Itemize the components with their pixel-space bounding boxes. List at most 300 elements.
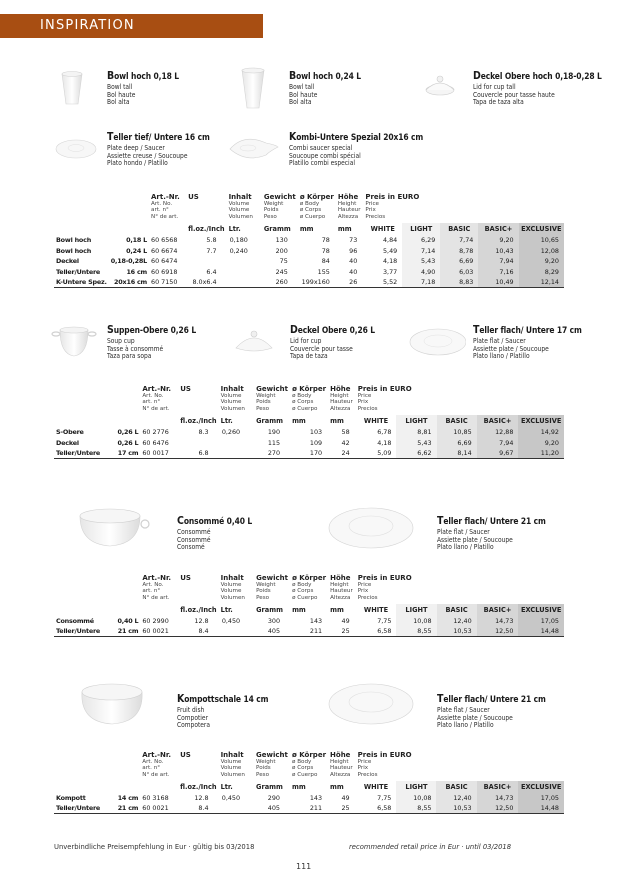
row-price-light: 10,08 [396, 793, 436, 804]
header-weight-title: Gewicht [263, 193, 296, 201]
header-price-sub: Price [357, 759, 372, 765]
unit-volume: Ltr. [220, 782, 233, 791]
tall-cup-icon [54, 66, 114, 112]
row-size: 0,26 L [117, 438, 139, 447]
header-price-title: Preis in EURO [357, 751, 412, 759]
row-price-basic: 7,74 [440, 235, 478, 246]
row-weight: 115 [267, 438, 281, 447]
unit-exclusive: EXCLUSIVE [518, 415, 564, 427]
header-spacer [106, 751, 140, 781]
header-body [290, 385, 328, 415]
row-weight: 245 [275, 267, 288, 276]
row-price-basic_plus: 12,88 [477, 427, 519, 438]
header-volume [227, 193, 262, 223]
unit-basic_plus: BASIC+ [477, 781, 519, 793]
row-price-basic: 6,03 [440, 266, 478, 277]
header-price-sub: Prix [365, 207, 376, 214]
table-row [54, 616, 564, 627]
header-weight-sub: Weight [263, 201, 284, 207]
header-height-title: Höhe [330, 751, 351, 759]
header-us [178, 574, 218, 604]
header-body-sub: ø Cuerpo [299, 213, 326, 220]
row-price-basic: 10,85 [437, 427, 477, 438]
row-price-white: 7,75 [356, 616, 397, 627]
unit-body: mm [299, 224, 314, 233]
unit-us: fl.oz./Inch [180, 782, 217, 791]
unit-body: mm [292, 782, 306, 791]
row-body: 211 [290, 626, 328, 637]
row-price-basic_plus: 10,49 [478, 277, 518, 288]
header-spacer [106, 574, 140, 604]
product-plate-flat-21-b: Teller flach/ Untere 21 cm Plate flat / Saucer Assiette plate / Soucoupe Plato llano / Platillo [326, 674, 586, 734]
row-weight: 290 [267, 794, 280, 803]
row-volume [219, 803, 254, 814]
header-height [328, 574, 356, 604]
page-number: 111 [296, 862, 312, 871]
product-lid-tall: Deckel Obere hoch 0,18-0,28 L Lid for cup tall Couvercle pour tasse haute Tapa de taza alta [416, 66, 606, 112]
header-us-title: US [180, 574, 191, 582]
unit-weight: Gramm [256, 605, 283, 614]
row-volume: 0,180 [229, 236, 248, 245]
footer-note-en: recommended retail price in Eur · until 03/2018 [349, 843, 512, 851]
row-price-exclusive: 14,92 [518, 427, 564, 438]
row-price-exclusive: 17,05 [518, 616, 564, 627]
row-label: Kompott [56, 794, 86, 803]
header-volume-sub: Volumen [220, 405, 245, 412]
header-price [356, 385, 564, 415]
header-price-title: Preis in EURO [357, 574, 412, 582]
unit-basic: BASIC [436, 781, 476, 793]
header-height-sub: Hauteur [330, 399, 353, 406]
table-row [54, 803, 564, 814]
row-price-basic_plus: 14,73 [477, 793, 519, 804]
row-price-white: 6,78 [356, 427, 397, 438]
row-us: 12.8 [194, 617, 209, 626]
header-height-sub: Height [330, 759, 349, 765]
row-price-exclusive: 17,05 [518, 793, 564, 804]
product-combi-saucer: Kombi-Untere Spezial 20x16 cm Combi saucer special Soucoupe combi spécial Platillo combi especial [226, 127, 436, 173]
row-price-exclusive: 10,65 [519, 235, 564, 246]
header-art-sub: art. n° [142, 765, 161, 772]
header-price-title: Preis in EURO [357, 385, 412, 393]
row-size: 21 cm [106, 803, 140, 814]
header-weight-sub: Poids [263, 207, 279, 214]
row-price-light: 10,08 [396, 616, 436, 627]
unit-basic: BASIC [437, 604, 477, 616]
row-body: 78 [321, 236, 330, 245]
header-body [290, 751, 328, 781]
row-body: 103 [309, 428, 323, 437]
units-spacer [54, 781, 106, 793]
row-body: 199x160 [298, 277, 336, 288]
header-height [328, 385, 356, 415]
row-price-light: 6,29 [402, 235, 440, 246]
row-label: Bowl hoch [56, 236, 92, 245]
unit-white: WHITE [356, 781, 397, 793]
header-price-sub: Price [357, 393, 372, 399]
row-us: 6.4 [206, 267, 217, 276]
row-price-basic_plus: 12,50 [477, 626, 519, 637]
header-art-sub: art. n° [142, 588, 161, 595]
header-body-title: ø Körper [292, 385, 327, 393]
saucer-icon [326, 498, 416, 558]
header-price-sub: Precios [357, 405, 378, 412]
row-price-exclusive: 9,20 [518, 437, 564, 448]
header-body-sub: ø Corps [299, 207, 322, 214]
row-us: 8.3 [198, 428, 209, 437]
table-row [54, 277, 564, 288]
soup-cup-icon [48, 320, 108, 366]
header-body-sub: ø Corps [292, 765, 314, 772]
table-header-row [54, 385, 564, 415]
units-spacer [54, 604, 106, 616]
header-spacer [54, 751, 106, 781]
section-banner [0, 14, 263, 38]
product-bowl-024: Bowl hoch 0,24 L Bowl tall Bol haute Bol alta [234, 66, 424, 112]
row-price-basic: 10,53 [436, 803, 476, 814]
product-plate-flat-17: Teller flach/ Untere 17 cm Plate flat / Saucer Assiette plate / Soucoupe Plato llano / Platillo [406, 320, 606, 366]
header-body-sub: ø Body [292, 582, 312, 588]
header-art-sub: N° de art. [151, 213, 179, 220]
row-volume [219, 448, 254, 459]
header-price [356, 751, 564, 781]
header-height-title: Höhe [330, 385, 351, 393]
product-plate-flat-21: Teller flach/ Untere 21 cm Plate flat / Saucer Assiette plate / Soucoupe Plato llano / Platillo [326, 498, 586, 558]
header-volume-title: Inhalt [220, 385, 244, 393]
unit-weight: Gramm [256, 782, 283, 791]
row-body: 155 [317, 267, 330, 276]
unit-volume: Ltr. [228, 224, 241, 233]
tall-cup-icon [234, 66, 294, 112]
row-price-light: 7,14 [402, 245, 440, 256]
row-size: 0,18-0,28L [110, 257, 148, 266]
header-art-title: Art.-Nr. [142, 385, 172, 393]
header-price-title: Preis in EURO [365, 193, 420, 201]
header-body-sub: ø Corps [292, 588, 314, 595]
header-volume-title: Inhalt [220, 751, 244, 759]
row-size: 17 cm [106, 448, 140, 459]
combi-saucer-icon [226, 127, 286, 173]
row-price-white: 6,58 [356, 626, 397, 637]
row-us: 8.4 [178, 803, 218, 814]
header-price-sub: Prix [357, 588, 369, 595]
header-art-title: Art.-Nr. [142, 574, 172, 582]
row-price-basic: 12,40 [436, 793, 476, 804]
header-art-sub: Art. No. [142, 759, 164, 765]
table-row [54, 245, 564, 256]
row-art-no: 60 0021 [140, 803, 178, 814]
lid-icon [416, 66, 476, 112]
row-height: 25 [328, 626, 356, 637]
unit-white: WHITE [356, 604, 397, 616]
row-label: Teller/Untere [54, 626, 106, 637]
section-title: INSPIRATION [40, 18, 135, 33]
row-label: Consommé [56, 617, 94, 626]
row-price-basic: 8,83 [440, 277, 478, 288]
row-price-exclusive: 11,20 [518, 448, 564, 459]
row-volume: 0,240 [229, 246, 248, 255]
header-weight-sub: Weight [256, 582, 276, 588]
header-price-sub: Prix [357, 399, 369, 406]
row-volume: 0,450 [221, 794, 241, 803]
table-header-row [54, 193, 564, 223]
header-art-sub: art. n° [151, 207, 169, 214]
row-art-no: 60 3168 [142, 794, 169, 803]
header-price-sub: Price [357, 582, 372, 588]
row-body: 84 [321, 257, 330, 266]
row-size: 20x16 cm [109, 277, 149, 288]
row-price-basic_plus: 7,16 [478, 266, 518, 277]
table-row [54, 448, 564, 459]
table-row [54, 235, 564, 246]
spec-table-4 [54, 751, 564, 814]
unit-basic: BASIC [437, 415, 477, 427]
product-bowl-018: Bowl hoch 0,18 L Bowl tall Bol haute Bol alta [54, 66, 234, 112]
header-spacer [106, 385, 140, 415]
unit-white: WHITE [356, 415, 397, 427]
table-units-row [54, 415, 564, 427]
row-size: 0,26 L [117, 428, 139, 437]
fruit-bowl-icon [74, 674, 154, 734]
row-price-basic_plus: 9,20 [478, 235, 518, 246]
table-units-row [54, 781, 564, 793]
saucer-icon [54, 127, 114, 173]
header-height-sub: Height [330, 393, 349, 399]
row-weight: 200 [275, 246, 288, 255]
unit-light: LIGHT [396, 415, 436, 427]
spec-table-2 [54, 385, 564, 459]
row-label: Teller/Untere [56, 267, 101, 276]
units-spacer [106, 415, 140, 427]
unit-white: WHITE [363, 223, 402, 235]
row-height: 58 [341, 428, 350, 437]
units-spacer [140, 781, 178, 793]
row-height: 40 [349, 267, 358, 276]
header-spacer [54, 574, 106, 604]
header-us [186, 193, 226, 223]
header-weight-sub: Poids [256, 399, 271, 406]
row-weight: 270 [254, 448, 290, 459]
row-volume [219, 437, 254, 448]
header-height-title: Höhe [337, 193, 359, 201]
unit-height: mm [330, 782, 344, 791]
header-price-sub: Precios [365, 213, 386, 220]
row-price-light: 5,43 [396, 437, 436, 448]
row-height: 40 [349, 257, 358, 266]
row-height: 49 [341, 794, 350, 803]
header-height-sub: Altezza [330, 771, 351, 778]
row-us: 5.8 [206, 236, 217, 245]
row-us: 7.7 [206, 246, 217, 255]
row-height: 73 [349, 236, 358, 245]
row-art-no: 60 6918 [151, 267, 178, 276]
header-art-sub: Art. No. [142, 393, 164, 399]
table-units-row [54, 223, 564, 235]
row-size: 21 cm [106, 626, 140, 637]
header-weight [254, 385, 290, 415]
row-price-basic: 6,69 [437, 437, 477, 448]
row-height: 49 [341, 617, 350, 626]
header-weight [254, 574, 290, 604]
header-body-sub: ø Body [299, 201, 320, 207]
table-units-row [54, 604, 564, 616]
row-volume: 0,450 [221, 617, 241, 626]
row-size: 0,18 L [126, 236, 148, 245]
row-price-exclusive: 12,14 [519, 277, 564, 288]
row-size: 14 cm [117, 794, 139, 803]
unit-basic_plus: BASIC+ [477, 604, 519, 616]
header-volume-sub: Volume [220, 399, 242, 406]
header-art-sub: N° de art. [142, 405, 170, 412]
header-body-title: ø Körper [292, 751, 327, 759]
header-weight-sub: Peso [256, 405, 270, 412]
row-price-basic_plus: 10,43 [478, 245, 518, 256]
row-price-basic: 8,78 [440, 245, 478, 256]
header-volume-title: Inhalt [228, 193, 252, 201]
row-weight: 130 [275, 236, 288, 245]
row-price-basic_plus: 7,94 [478, 256, 518, 267]
row-price-white: 4,18 [356, 437, 397, 448]
units-spacer [54, 223, 109, 235]
unit-height: mm [337, 224, 352, 233]
unit-volume: Ltr. [220, 416, 233, 425]
header-volume-sub: Volume [228, 207, 250, 214]
table-row [54, 437, 564, 448]
units-spacer [54, 415, 106, 427]
row-body: 143 [309, 794, 323, 803]
units-spacer [140, 415, 178, 427]
row-size: 16 cm [126, 267, 148, 276]
row-price-white: 4,18 [363, 256, 402, 267]
lid-icon [228, 320, 288, 366]
row-us: 8.0x6.4 [186, 277, 226, 288]
row-height: 24 [328, 448, 356, 459]
unit-height: mm [330, 416, 344, 425]
row-us: 8.4 [178, 626, 218, 637]
header-volume [219, 751, 254, 781]
row-us: 12.8 [194, 794, 209, 803]
row-art-no: 60 6474 [151, 257, 178, 266]
header-art-sub: Art. No. [142, 582, 164, 588]
row-price-light: 6,62 [396, 448, 436, 459]
row-price-white: 3,77 [363, 266, 402, 277]
unit-body: mm [292, 416, 306, 425]
row-price-exclusive: 12,08 [519, 245, 564, 256]
table-header-row [54, 574, 564, 604]
header-weight-title: Gewicht [256, 574, 288, 582]
header-height-sub: Hauteur [337, 207, 361, 214]
unit-basic_plus: BASIC+ [477, 415, 519, 427]
row-price-exclusive: 8,29 [519, 266, 564, 277]
unit-us: fl.oz./Inch [180, 605, 217, 614]
header-body [290, 574, 328, 604]
header-body-sub: ø Cuerpo [292, 771, 318, 778]
row-us [186, 256, 226, 267]
row-us [178, 437, 218, 448]
product-plate-deep-16: Teller tief/ Untere 16 cm Plate deep / Saucer Assiette creuse / Soucoupe Plato hondo / Platillo [54, 127, 234, 173]
row-weight: 260 [262, 277, 298, 288]
row-price-basic: 6,69 [440, 256, 478, 267]
header-weight-sub: Poids [256, 588, 271, 595]
unit-volume: Ltr. [220, 605, 233, 614]
row-label: Teller/Untere [54, 448, 106, 459]
header-height-sub: Height [337, 201, 357, 207]
unit-basic: BASIC [440, 223, 478, 235]
unit-light: LIGHT [396, 604, 436, 616]
product-lid-026: Deckel Obere 0,26 L Lid for cup Couvercle pour tasse Tapa de taza [228, 320, 408, 366]
header-volume-sub: Volume [220, 588, 242, 595]
header-volume [219, 574, 254, 604]
header-height-sub: Hauteur [330, 588, 353, 595]
row-price-white: 5,52 [363, 277, 402, 288]
spec-table-1 [54, 193, 564, 288]
header-art [149, 193, 186, 223]
header-weight-sub: Peso [256, 771, 269, 778]
unit-us: fl.oz./Inch [180, 416, 217, 425]
spec-table-3 [54, 574, 564, 637]
header-weight [254, 751, 290, 781]
row-body: 143 [309, 617, 323, 626]
row-price-exclusive: 14,48 [518, 803, 564, 814]
row-body: 170 [290, 448, 328, 459]
row-height: 25 [328, 803, 356, 814]
row-us: 6.8 [178, 448, 218, 459]
header-volume-sub: Volumen [220, 594, 245, 601]
unit-body: mm [292, 605, 306, 614]
header-body-sub: ø Cuerpo [292, 405, 318, 412]
header-price-sub: Precios [357, 594, 378, 601]
header-us [178, 751, 218, 781]
header-spacer [54, 385, 106, 415]
table-row [54, 256, 564, 267]
row-price-white: 7,75 [356, 793, 397, 804]
header-weight-sub: Poids [256, 765, 271, 772]
header-price [356, 574, 564, 604]
unit-light: LIGHT [396, 781, 436, 793]
header-volume-sub: Volumen [220, 771, 245, 778]
row-price-exclusive: 9,20 [519, 256, 564, 267]
footer-note-de: Unverbindliche Preisempfehlung in Eur · gültig bis 03/2018 [54, 843, 255, 851]
consomme-cup-icon [74, 498, 154, 558]
header-us-title: US [180, 385, 191, 393]
row-height: 26 [336, 277, 363, 288]
header-spacer [109, 193, 149, 223]
header-volume-sub: Volume [220, 582, 242, 588]
row-price-light: 8,55 [396, 626, 436, 637]
unit-weight: Gramm [256, 416, 283, 425]
header-art-sub: art. n° [142, 399, 161, 406]
header-height-sub: Altezza [330, 405, 351, 412]
units-spacer [109, 223, 149, 235]
header-body-title: ø Körper [299, 193, 334, 201]
header-height-sub: Hauteur [330, 765, 353, 772]
row-label: Bowl hoch [56, 246, 92, 255]
row-body: 78 [321, 246, 330, 255]
header-weight-sub: Peso [263, 213, 277, 220]
units-spacer [140, 604, 178, 616]
units-spacer [106, 781, 140, 793]
header-body-sub: ø Body [292, 759, 312, 765]
row-price-basic_plus: 7,94 [477, 437, 519, 448]
table-row [54, 793, 564, 804]
header-price-sub: Price [365, 201, 379, 207]
row-volume [219, 626, 254, 637]
header-price [363, 193, 564, 223]
header-art [140, 751, 178, 781]
header-art-title: Art.-Nr. [151, 193, 180, 201]
header-height-sub: Altezza [337, 213, 359, 220]
row-price-light: 8,55 [396, 803, 436, 814]
